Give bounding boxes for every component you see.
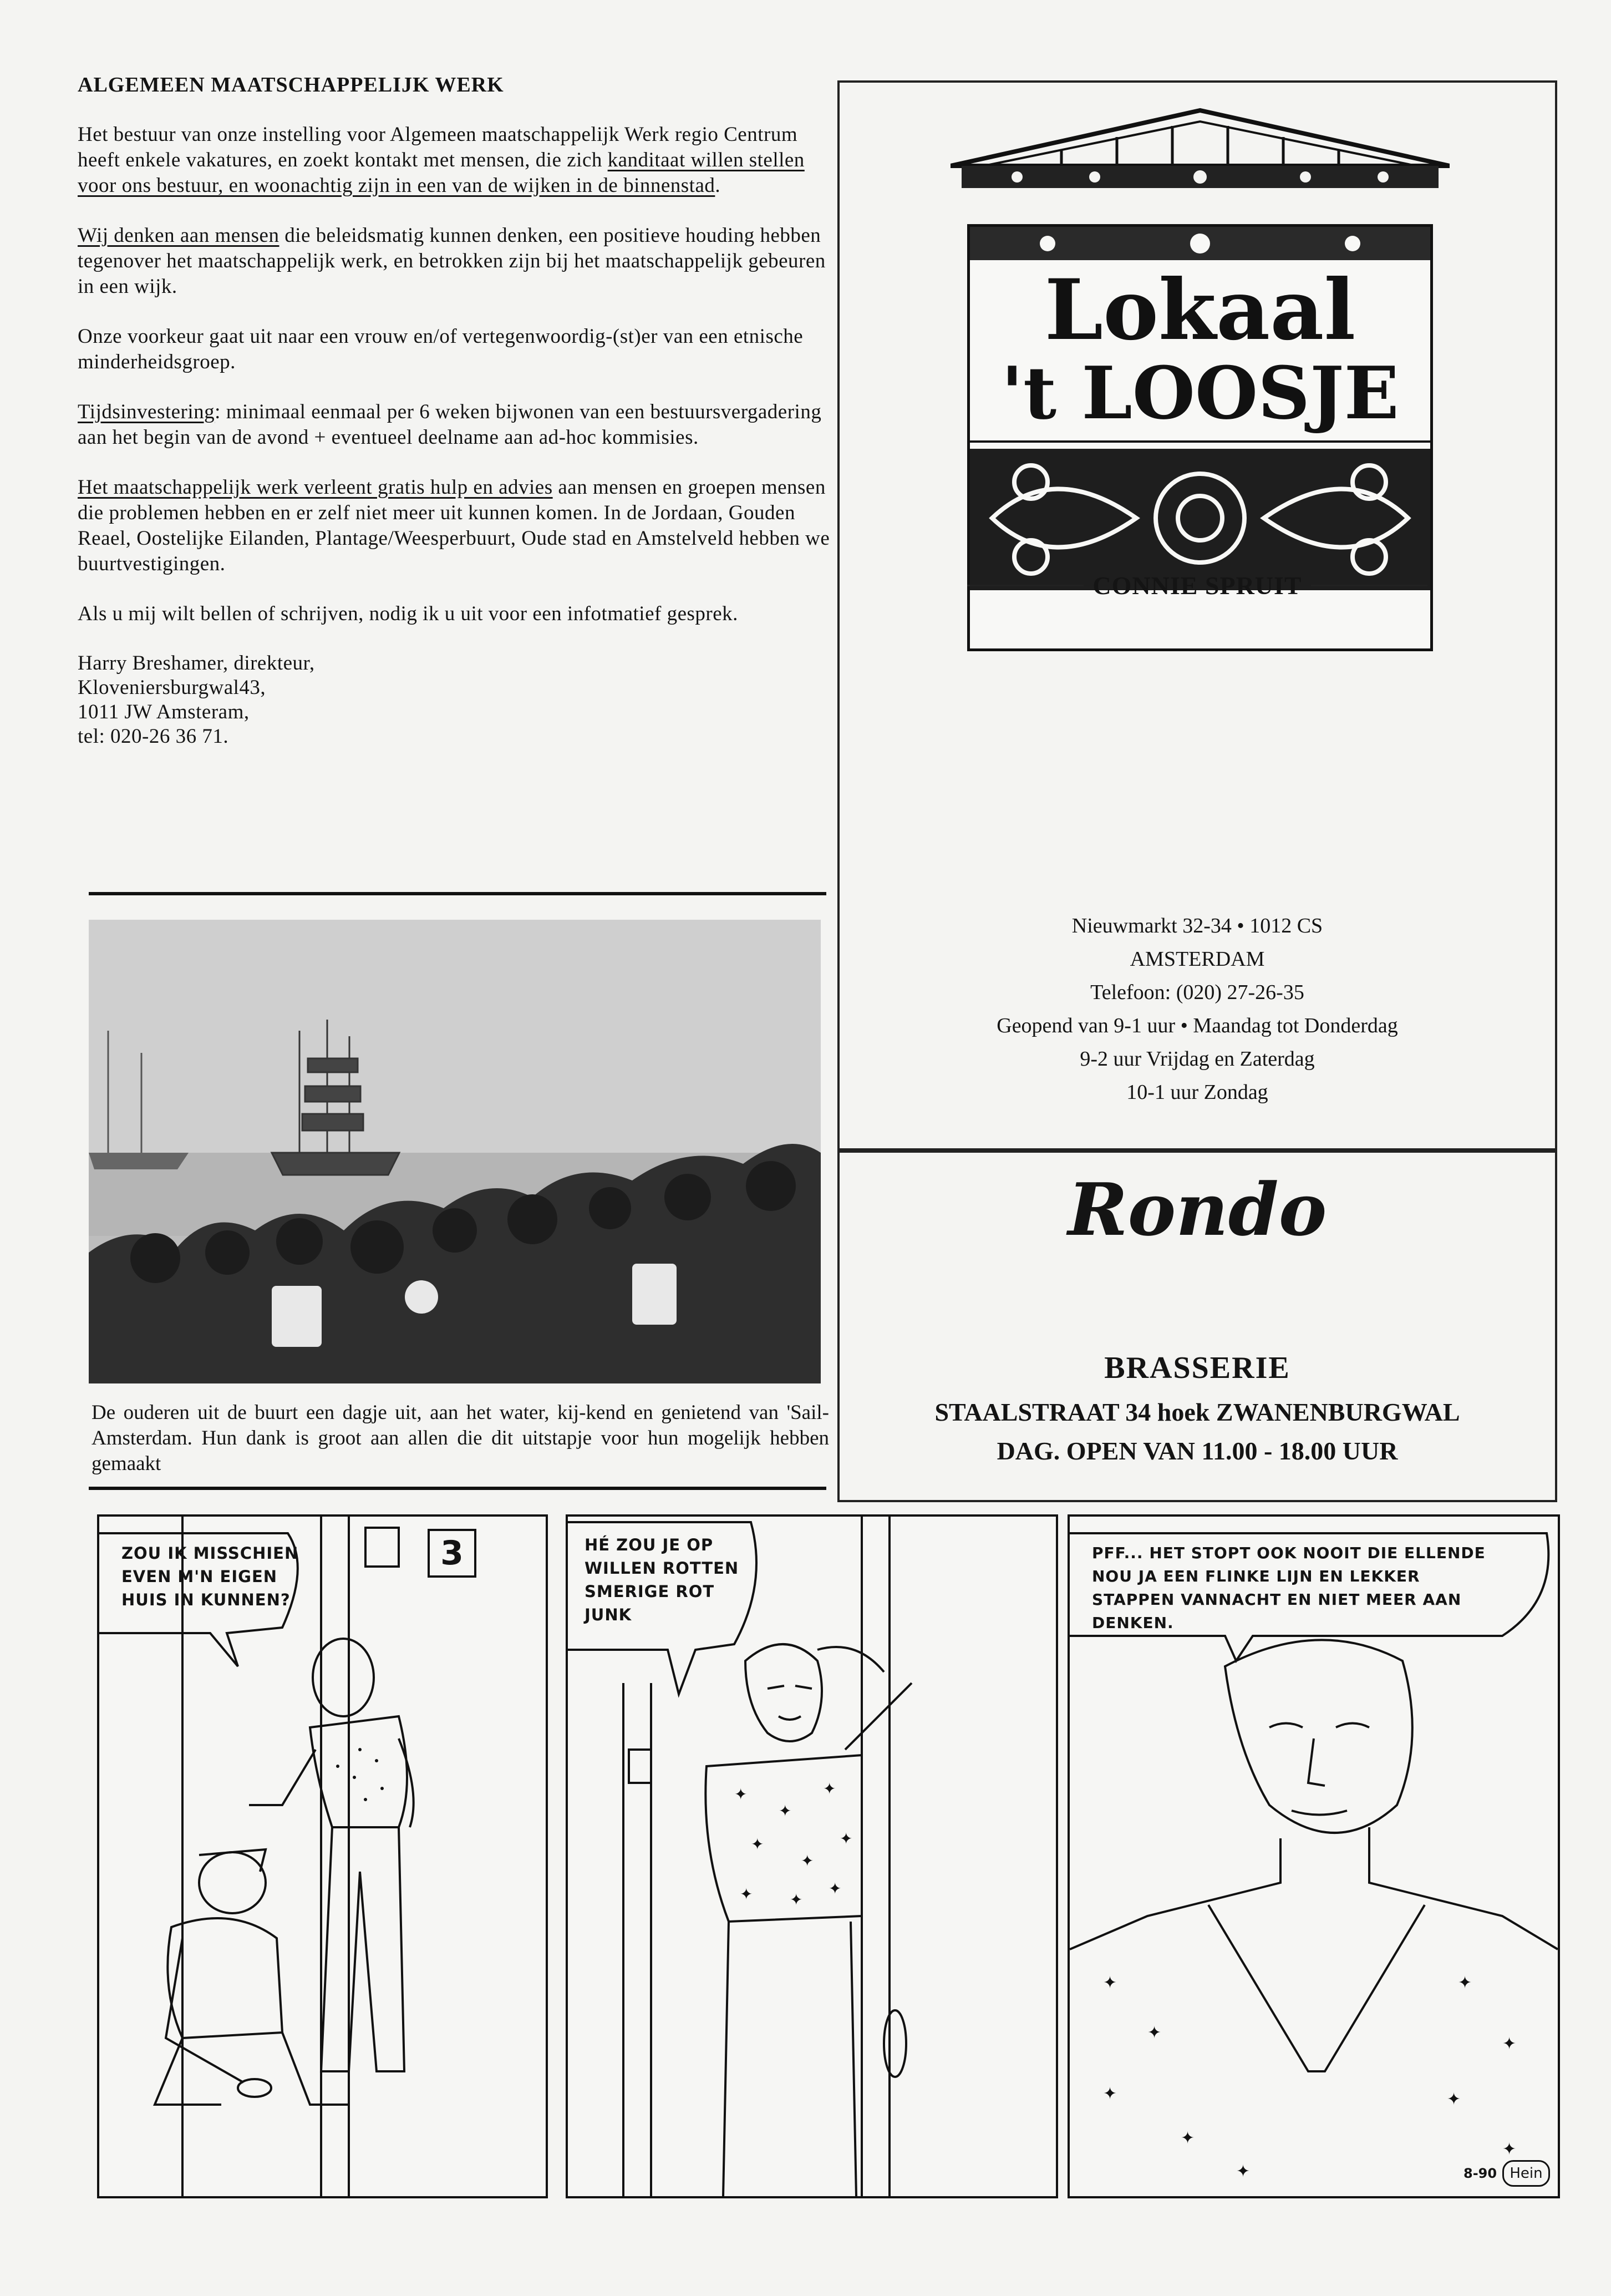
panel-2-speech: HÉ ZOU JE OP WILLEN ROTTEN SMERIGE ROT JUNK [585, 1535, 739, 1624]
panel-1-drawing [99, 1517, 546, 2196]
divider [89, 1487, 826, 1490]
lokaal-address: Nieuwmarkt 32-34 • 1012 CS [1071, 914, 1323, 937]
svg-text:✦: ✦ [751, 1835, 764, 1853]
brasserie-label: BRASSERIE [1104, 1351, 1290, 1385]
rondo-logo: Rondo [1068, 1167, 1327, 1252]
svg-text:✦: ✦ [1502, 2034, 1517, 2054]
signature-street: Kloveniersburgwal43, [78, 676, 266, 699]
divider [89, 892, 826, 895]
svg-text:✦: ✦ [1103, 1973, 1117, 1993]
article [78, 72, 843, 749]
ad-rondo [837, 1148, 1557, 1502]
photo-sail-amsterdam [89, 920, 821, 1383]
p1-end: . [715, 174, 721, 197]
comic-panel-3 [1068, 1514, 1560, 2198]
p5-underlined: Het maatschappelijk werk verleent gratis hulp en advies [78, 476, 553, 499]
p2-text: die beleidsmatig kunnen denken, een positieve houding hebben tegenover het maatschappelijk werk, en betrokken zijn bij het maatschappelijk gebeuren in een wijk. [78, 224, 826, 298]
article-paragraph-4 [78, 399, 843, 450]
lokaal-name: Lokaal [1044, 261, 1356, 359]
owner-rule-left [967, 585, 1084, 586]
lokaal-phone: Telefoon: (020) 27-26-35 [1090, 981, 1304, 1004]
article-paragraph-1 [78, 122, 843, 199]
article-paragraph-3: Onze voorkeur gaat uit naar een vrouw en/of vertegenwoordig-(st)er van een etnische minderheidsgroep. [78, 325, 804, 373]
svg-text:✦: ✦ [1502, 2140, 1517, 2159]
ornament-bottom-icon [970, 449, 1430, 648]
roof-ornament-icon [951, 105, 1450, 194]
svg-text:✦: ✦ [734, 1785, 748, 1803]
photo-image [89, 920, 821, 1383]
artist-signature: Hein [1502, 2160, 1550, 2187]
p4-text: : minimaal eenmaal per 6 weken bijwonen van een bestuursvergadering aan het begin van de avond + eventueel deelname aan ad-hoc kommisies. [78, 401, 822, 449]
svg-text:✦: ✦ [740, 1885, 753, 1903]
ad-lokaal-loosje [837, 80, 1557, 1153]
signature-block [78, 651, 843, 749]
owner-rule-right [1311, 585, 1427, 586]
lokaal-hours-3: 10-1 uur Zondag [1126, 1081, 1268, 1104]
svg-text:✦: ✦ [1103, 2084, 1117, 2104]
rondo-hours: DAG. OPEN VAN 11.00 - 18.00 UUR [997, 1437, 1398, 1465]
panel-1-speech: ZOU IK MISSCHIEN EVEN M'N EIGEN HUIS IN KUNNEN? [121, 1544, 299, 1609]
comic-panel-1 [97, 1514, 548, 2198]
page-number-badge: 3 [428, 1529, 476, 1578]
svg-text:✦: ✦ [1181, 2128, 1195, 2148]
svg-text:✦: ✦ [840, 1829, 853, 1848]
p5-text: aan mensen en groepen mensen die problemen hebben en er zelf niet meer uit kunnen komen. In de Jordaan, Gouden Reael, Oostelijke Eilanden, Plantage/Weesperbuurt, Oude stad en Amstelveld hebben we buurtvestigingen. [78, 476, 830, 575]
comic-panel-2 [566, 1514, 1058, 2198]
article-title: ALGEMEEN MAATSCHAPPELIJK WERK [78, 73, 504, 97]
p4-underlined: Tijdsinvestering [78, 401, 215, 423]
svg-text:✦: ✦ [1236, 2162, 1251, 2181]
lokaal-hours-2: 9-2 uur Vrijdag en Zaterdag [1080, 1047, 1315, 1071]
article-paragraph-6: Als u mij wilt bellen of schrijven, nodig ik u uit voor een infotmatief gesprek. [78, 602, 738, 625]
svg-text:✦: ✦ [1147, 2023, 1162, 2042]
svg-text:✦: ✦ [779, 1802, 792, 1820]
loosje-name: 't LOOSJE [1001, 351, 1399, 435]
photo-caption: De ouderen uit de buurt een dagje uit, aan het water, kij-kend en genietend van 'Sail-Amsterdam. Hun dank is groot aan allen die dit uitstapje voor hun mogelijk hebben gemaakt [92, 1401, 829, 1475]
svg-text:✦: ✦ [1458, 1973, 1472, 1993]
p2-underlined: Wij denken aan mensen [78, 224, 279, 247]
svg-text:✦: ✦ [1447, 2090, 1461, 2109]
signature-city: 1011 JW Amsteram, [78, 701, 250, 723]
signature-phone: tel: 020-26 36 71. [78, 725, 229, 748]
p1-text: Het bestuur van onze instelling voor Algemeen maatschappelijk Werk regio Centrum heeft enkele vakatures, en zoekt kontakt met mensen, die zich [78, 123, 798, 171]
p1-underlined: kanditaat willen stellen voor ons bestuur, en woonachtig zijn in een van de wijken in de binnenstad [78, 149, 805, 197]
rondo-address: STAALSTRAAT 34 hoek ZWANENBURGWAL [934, 1398, 1460, 1426]
svg-text:✦: ✦ [801, 1852, 814, 1870]
comic-date: 8-90 [1463, 2166, 1497, 2181]
article-paragraph-2 [78, 223, 843, 300]
lokaal-city: AMSTERDAM [1130, 947, 1265, 971]
sign-divider [970, 440, 1430, 443]
panel-3-speech: PFF... HET STOPT OOK NOOIT DIE ELLENDE NOU JA EEN FLINKE LIJN EN LEKKER STAPPEN VANNACHT EN NIET MEER AAN DENKEN. [1092, 1544, 1486, 1632]
svg-text:✦: ✦ [790, 1890, 803, 1909]
svg-text:✦: ✦ [829, 1879, 842, 1898]
signature-name: Harry Breshamer, direkteur, [78, 652, 315, 675]
article-paragraph-5 [78, 475, 843, 577]
svg-text:✦: ✦ [823, 1780, 836, 1798]
owner-name: CONNIE SPRUIT [1092, 571, 1302, 600]
lokaal-hours-1: Geopend van 9-1 uur • Maandag tot Donderdag [997, 1014, 1398, 1037]
